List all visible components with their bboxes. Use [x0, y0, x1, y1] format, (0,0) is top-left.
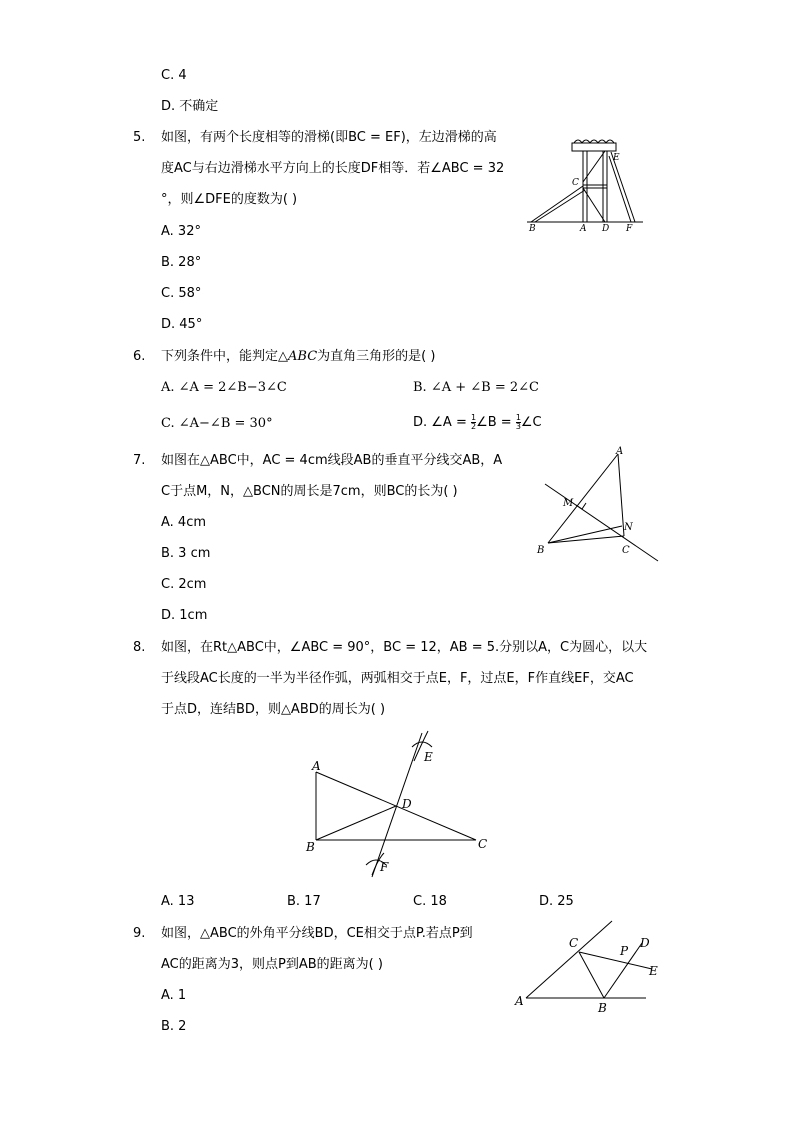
q9-triangle-figure — [510, 915, 670, 1020]
q9-label-a: A — [515, 994, 524, 1008]
q6-option-d: D. ∠A = $\frac{1}{2}$ ∠B = $\frac{1}{3}$ ∠C — [413, 413, 542, 431]
q7-label-a: A — [616, 446, 624, 457]
q9-label-e: E — [649, 964, 658, 978]
q8-stem-line1: 如图，在Rt△ABC中，∠ABC = 90°，BC = 12，AB = 5.分别以A，C为圆心，以大 — [161, 640, 648, 655]
q8-stem-line2: 于线段AC长度的一半为半径作弧，两弧相交于点E，F，过点E，F作直线EF，交AC — [161, 671, 634, 686]
q7-stem-line2: C于点M，N，△BCN的周长是7cm，则BC的长为( ) — [161, 484, 458, 499]
q7-triangle-figure — [530, 440, 665, 565]
q6-number: 6. — [133, 349, 146, 364]
q7-number: 7. — [133, 453, 146, 468]
q8-label-f: F — [380, 860, 389, 874]
q9-label-b: B — [598, 1001, 607, 1015]
q5-option-d: D. 45° — [161, 317, 203, 332]
q7-label-n: N — [624, 522, 633, 533]
q7-label-c: C — [622, 545, 630, 556]
q4-option-c: C. 4 — [161, 68, 187, 83]
q7-option-c: C. 2cm — [161, 577, 207, 592]
q9-number: 9. — [133, 926, 146, 941]
q9-label-p: P — [620, 944, 629, 958]
q5-stem-line3: °，则∠DFE的度数为( ) — [161, 192, 298, 207]
q6-option-c: C. ∠A−∠B = 30° — [161, 416, 273, 431]
q5-slide-figure — [525, 130, 645, 235]
q8-number: 8. — [133, 640, 146, 655]
q9-option-b: B. 2 — [161, 1019, 187, 1034]
q8-triangle-figure — [300, 725, 500, 885]
q5-label-f: F — [626, 224, 633, 234]
q7-label-m: M — [563, 498, 574, 509]
q8-option-b: B. 17 — [287, 894, 321, 909]
q9-label-c: C — [569, 936, 579, 950]
q5-option-b: B. 28° — [161, 255, 202, 270]
q5-label-e: E — [613, 153, 620, 163]
q8-label-b: B — [306, 840, 315, 854]
q9-stem-line1: 如图，△ABC的外角平分线BD，CE相交于点P.若点P到 — [161, 926, 473, 941]
q9-option-a: A. 1 — [161, 988, 187, 1003]
q6-option-b: B. ∠A + ∠B = 2∠C — [413, 380, 539, 395]
q8-option-c: C. 18 — [413, 894, 447, 909]
q8-label-e: E — [424, 750, 433, 764]
q6-stem: 下列条件中，能判定△ABC为直角三角形的是( ) — [161, 349, 436, 364]
q5-number: 5. — [133, 130, 146, 145]
q9-label-d: D — [640, 936, 650, 950]
q7-option-d: D. 1cm — [161, 608, 208, 623]
q5-option-c: C. 58° — [161, 286, 202, 301]
q5-option-a: A. 32° — [161, 224, 201, 239]
q5-label-b: B — [529, 224, 536, 234]
q7-label-b: B — [537, 545, 545, 556]
q5-label-d: D — [602, 224, 610, 234]
q4-option-d: D. 不确定 — [161, 99, 219, 114]
q7-option-a: A. 4cm — [161, 515, 207, 530]
q8-label-c: C — [478, 837, 488, 851]
q8-option-a: A. 13 — [161, 894, 195, 909]
q8-option-d: D. 25 — [539, 894, 574, 909]
q5-label-c: C — [572, 178, 579, 188]
q9-stem-line2: AC的距离为3，则点P到AB的距离为( ) — [161, 957, 383, 972]
q6-option-a: A. ∠A = 2∠B−3∠C — [161, 380, 287, 395]
q8-label-a: A — [312, 759, 321, 773]
q8-stem-line3: 于点D，连结BD，则△ABD的周长为( ) — [161, 702, 386, 717]
q5-stem-line1: 如图，有两个长度相等的滑梯(即BC = EF)，左边滑梯的高 — [161, 130, 497, 145]
q7-option-b: B. 3 cm — [161, 546, 211, 561]
q8-label-d: D — [402, 797, 412, 811]
q7-stem-line1: 如图在△ABC中，AC = 4cm线段AB的垂直平分线交AB，A — [161, 453, 503, 468]
q5-stem-line2: 度AC与右边滑梯水平方向上的长度DF相等．若∠ABC = 32 — [161, 161, 505, 176]
q5-label-a: A — [580, 224, 587, 234]
